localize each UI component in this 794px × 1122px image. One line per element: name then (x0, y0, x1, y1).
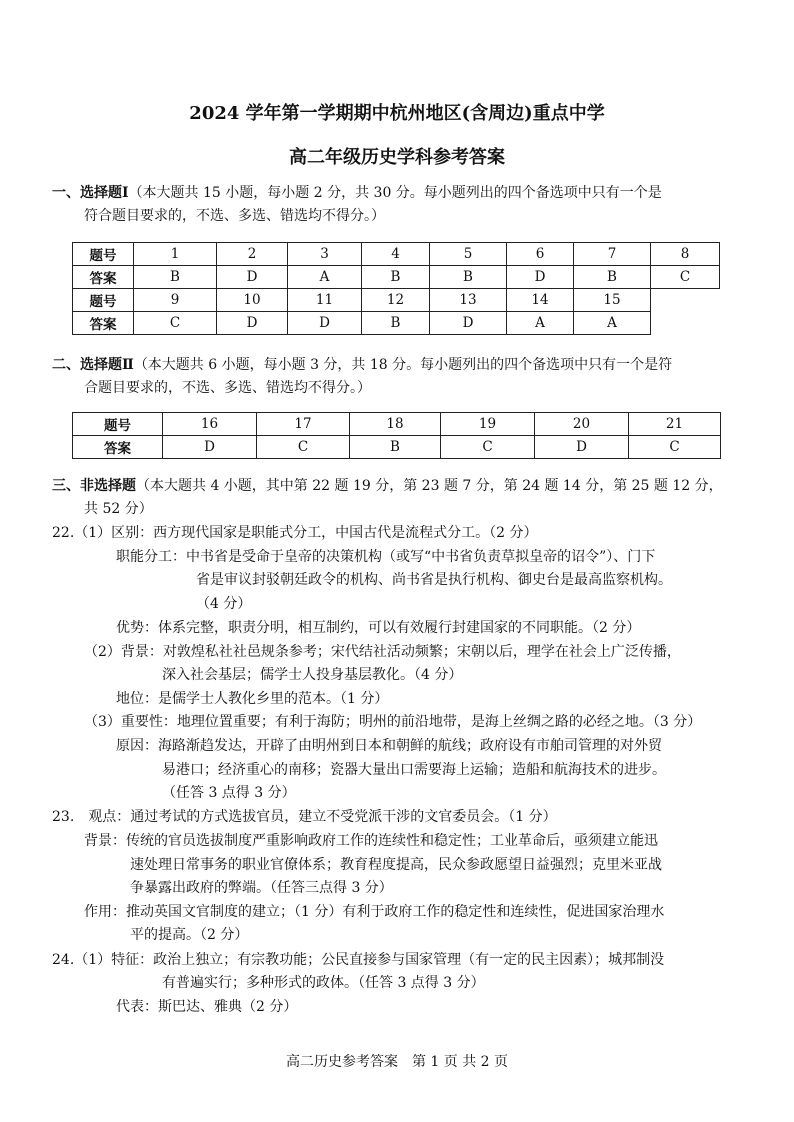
q24-line: 有普遍实行；多种形式的政体。（任答 3 点得 3 分） (162, 975, 485, 991)
table-cell: B (362, 266, 430, 289)
q22-line: （4 分） (196, 596, 252, 612)
q24-line: 24.（1）特征：政治上独立；有宗教功能；公民直接参与国家管理（有一定的民主因素）；城邦制没 (52, 952, 665, 968)
q22-line: 地位：是儒学士人教化乡里的范本。（1 分） (116, 691, 389, 707)
table-cell: 18 (350, 413, 441, 436)
section2-desc-line1: （本大题共 6 小题，每小题 3 分，共 18 分。每小题列出的四个备选项中只有一个是符 (133, 357, 673, 373)
table-row (73, 413, 721, 436)
q22-line: 职能分工：中书省是受命于皇帝的决策机构（或写“中书省负责草拟皇帝的诏令”）、门下 (116, 549, 656, 565)
empty-cell (651, 289, 720, 312)
header-cell: 题号 (73, 413, 163, 436)
header-cell: 答案 (73, 436, 163, 459)
table-cell: 19 (441, 413, 535, 436)
table-cell: 3 (288, 243, 362, 266)
table-cell: 17 (257, 413, 350, 436)
q22-line: （3）重要性：地理位置重要；有利于海防；明州的前沿地带，是海上丝绸之路的必经之地。（3 分） (84, 714, 702, 730)
table-cell: 15 (574, 289, 651, 312)
table-cell: 4 (362, 243, 430, 266)
table-cell: 8 (651, 243, 720, 266)
section3-desc-line2: 共 52 分） (84, 501, 153, 517)
section1-heading: 一、选择题Ⅰ (52, 185, 129, 201)
section1-answer-table (72, 242, 720, 335)
table-cell: D (535, 436, 629, 459)
table-cell: 10 (217, 289, 288, 312)
table-cell: 5 (430, 243, 507, 266)
section2-desc (52, 355, 672, 375)
table-cell: A (288, 266, 362, 289)
table-cell: 16 (163, 413, 257, 436)
table-row (73, 266, 720, 289)
q22-line: 优势：体系完整，职责分明，相互制约，可以有效履行封建国家的不同职能。（2 分） (116, 620, 641, 636)
section2-answer-table (72, 412, 721, 459)
table-cell: 9 (134, 289, 217, 312)
section1-desc-line1: （本大题共 15 小题，每小题 2 分，共 30 分。每小题列出的四个备选项中只有一个是 (128, 185, 662, 201)
table-row (73, 243, 720, 266)
section2-desc-line2: 合题目要求的，不选、多选、错选均不得分。） (84, 380, 371, 396)
section1-desc (52, 183, 662, 203)
table-cell: 13 (430, 289, 507, 312)
table-cell: C (629, 436, 721, 459)
table-cell: D (217, 312, 288, 335)
table-cell: C (134, 312, 217, 335)
table-cell: D (288, 312, 362, 335)
section3-desc-line1: （本大题共 4 小题，其中第 22 题 19 分，第 23 题 7 分，第 24 题 14 分，第 25 题 12 分， (136, 478, 723, 494)
section3-heading: 三、非选择题 (52, 478, 136, 494)
table-cell: D (430, 312, 507, 335)
q23-line: 速处理日常事务的职业官僚体系；教育程度提高，民众参政愿望日益强烈；克里米亚战 (130, 857, 662, 873)
q22-line: （任答 3 点得 3 分） (162, 785, 296, 801)
q22-line: 22.（1）区别：西方现代国家是职能式分工，中国古代是流程式分工。（2 分） (52, 525, 538, 541)
table-row (73, 289, 720, 312)
table-cell: C (651, 266, 720, 289)
page-footer: 高二历史参考答案 第 1 页 共 2 页 (285, 1054, 509, 1070)
table-cell: B (362, 312, 430, 335)
table-cell: 14 (507, 289, 574, 312)
table-cell: B (430, 266, 507, 289)
table-row (73, 436, 721, 459)
q22-line: 易港口；经济重心的南移；瓷器大量出口需要海上运输；造船和航海技术的进步。 (162, 762, 666, 778)
section2-heading: 二、选择题Ⅱ (52, 357, 134, 373)
table-cell: D (507, 266, 574, 289)
table-cell: C (441, 436, 535, 459)
table-cell: 20 (535, 413, 629, 436)
q24-line: 代表：斯巴达、雅典（2 分） (116, 999, 298, 1015)
header-cell: 答案 (73, 266, 134, 289)
q22-line: （2）背景：对敦煌私社社邑规条参考；宋代结社活动频繁；宋朝以后，理学在社会上广泛传播， (84, 644, 681, 660)
q23-line: 23. 观点：通过考试的方式选拔官员，建立不受党派干涉的文官委员会。（1 分） (52, 809, 557, 825)
table-cell: D (217, 266, 288, 289)
q23-line: 作用：推动英国文官制度的建立；（1 分）有利于政府工作的稳定性和连续性，促进国家治理水 (84, 904, 665, 920)
page-title: 2024 学年第一学期期中杭州地区(含周边)重点中学 (189, 103, 605, 124)
q22-line: 原因：海路渐趋发达，开辟了由明州到日本和朝鲜的航线；政府设有市舶司管理的对外贸 (116, 738, 662, 754)
table-cell: 11 (288, 289, 362, 312)
section3-desc (52, 476, 723, 496)
table-cell: 1 (134, 243, 217, 266)
table-cell: 12 (362, 289, 430, 312)
table-cell: 2 (217, 243, 288, 266)
page-subtitle: 高二年级历史学科参考答案 (289, 147, 505, 168)
table-cell: B (350, 436, 441, 459)
q22-line: 深入社会基层；儒学士人投身基层教化。（4 分） (162, 667, 463, 683)
table-cell: 21 (629, 413, 721, 436)
table-cell: B (574, 266, 651, 289)
q22-line: 省是审议封驳朝廷政令的机构、尚书省是执行机构、御史台是最高监察机构。 (196, 572, 672, 588)
table-cell: A (574, 312, 651, 335)
header-cell: 答案 (73, 312, 134, 335)
q23-line: 背景：传统的官员选拔制度严重影响政府工作的连续性和稳定性；工业革命后，亟须建立能迅 (84, 833, 658, 849)
header-cell: 题号 (73, 289, 134, 312)
table-cell: A (507, 312, 574, 335)
table-cell: D (163, 436, 257, 459)
q23-line: 平的提高。（2 分） (130, 927, 249, 943)
table-cell: 6 (507, 243, 574, 266)
section1-desc-line2: 符合题目要求的，不选、多选、错选均不得分。） (84, 208, 385, 224)
table-cell: C (257, 436, 350, 459)
table-row (73, 312, 720, 335)
header-cell: 题号 (73, 243, 134, 266)
q23-line: 争暴露出政府的弊端。（任答三点得 3 分） (130, 880, 393, 896)
table-cell: B (134, 266, 217, 289)
table-cell: 7 (574, 243, 651, 266)
empty-cell (651, 312, 720, 335)
